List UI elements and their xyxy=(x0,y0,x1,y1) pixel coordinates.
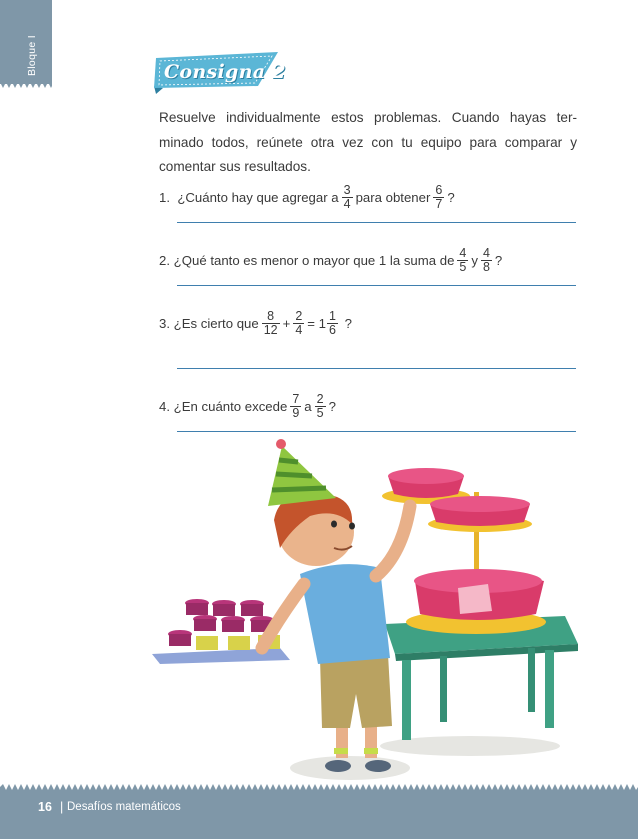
footer-separator: | xyxy=(60,800,64,814)
fraction: $\frac{4}{8}$ xyxy=(482,246,490,274)
question-number: 1. xyxy=(159,190,170,205)
question-text: para obtener xyxy=(355,190,431,205)
plus-sign: + xyxy=(282,316,291,331)
answer-line-3[interactable] xyxy=(177,368,576,369)
zigzag-edge xyxy=(0,82,52,90)
party-illustration xyxy=(140,436,580,786)
question-text: a xyxy=(304,399,312,414)
fraction: $\frac{2}{4}$ xyxy=(295,309,303,337)
mixed-number xyxy=(307,310,341,337)
question-2 xyxy=(159,247,502,274)
equals-one: = 1 xyxy=(307,316,326,331)
zigzag-edge xyxy=(0,784,638,792)
question-text: y xyxy=(471,253,478,268)
question-mark: ? xyxy=(447,190,455,205)
page-number: 16 xyxy=(38,800,52,814)
question-mark: ? xyxy=(328,399,336,414)
question-mark: ? xyxy=(344,316,352,331)
answer-line-2[interactable] xyxy=(177,285,576,286)
question-text: ¿En cuánto excede xyxy=(173,399,288,414)
question-4 xyxy=(159,393,336,420)
book-title: Desafíos matemáticos xyxy=(67,801,181,813)
fraction: $\frac{2}{5}$ xyxy=(316,392,324,420)
boy-icon xyxy=(262,439,410,772)
intro-paragraph: Resuelve individualmente estos problemas. Cuando hayas ter-minado todos, reúnete otra vez con tu equipo para comparar y comentar sus resultados. xyxy=(159,110,577,174)
question-text: ¿Cuánto hay que agregar a xyxy=(177,190,339,205)
fraction: $\frac{1}{6}$ xyxy=(328,309,336,337)
question-number: 2. xyxy=(159,253,170,268)
cake-stand-icon xyxy=(382,468,546,634)
footer-bar xyxy=(0,790,638,839)
fraction: $\frac{8}{12}$ xyxy=(263,309,278,337)
fraction: $\frac{7}{9}$ xyxy=(292,392,300,420)
fraction: $\frac{4}{5}$ xyxy=(459,246,467,274)
consigna-title: Consigna 2 xyxy=(164,61,286,83)
question-1 xyxy=(159,184,455,211)
question-text: ¿Es cierto que xyxy=(173,316,259,331)
bloque-label: Bloque I xyxy=(26,35,38,76)
question-number: 4. xyxy=(159,399,170,414)
question-text: ¿Qué tanto es menor o mayor que 1 la suma de xyxy=(173,253,455,268)
question-3 xyxy=(159,310,352,337)
fraction: $\frac{3}{4}$ xyxy=(343,183,351,211)
table-icon xyxy=(385,616,578,740)
answer-line-4[interactable] xyxy=(177,431,576,432)
answer-line-1[interactable] xyxy=(177,222,576,223)
fraction: $\frac{6}{7}$ xyxy=(435,183,443,211)
question-number: 3. xyxy=(159,316,170,331)
question-mark: ? xyxy=(494,253,503,268)
